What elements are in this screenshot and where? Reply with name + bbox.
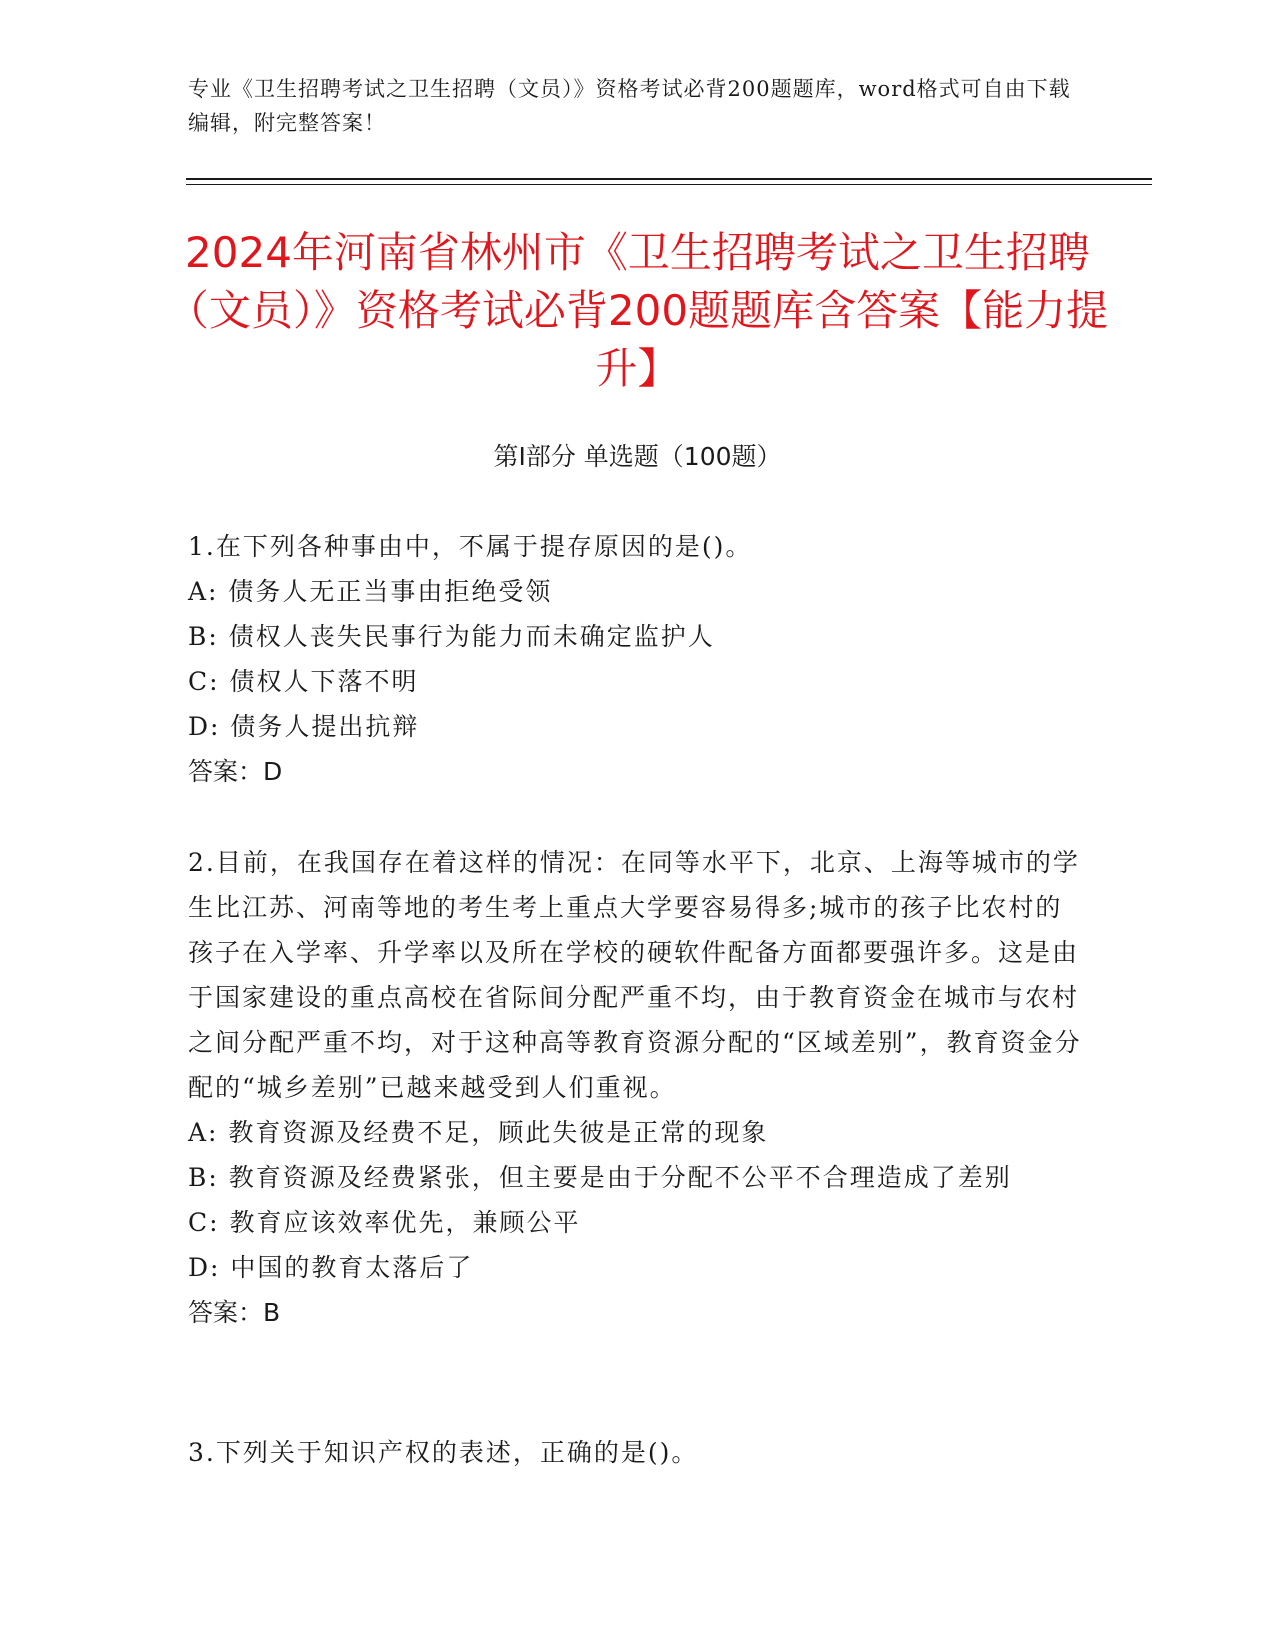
- answer: 答案：B: [188, 1298, 281, 1327]
- answer: 答案：D: [188, 757, 283, 786]
- header-note: 专业《卫生招聘考试之卫生招聘（文员）》资格考试必背200题题库，word格式可自由下载编辑，附完整答案！: [188, 77, 1071, 135]
- option-b: B: 债权人丧失民事行为能力而未确定监护人: [188, 622, 715, 651]
- question-3: [188, 1430, 1088, 1475]
- section-heading: 第Ⅰ部分 单选题（100题）: [493, 442, 782, 471]
- option-a: A: 教育资源及经费不足，顾此失彼是正常的现象: [188, 1118, 769, 1147]
- option-d: D: 中国的教育太落后了: [188, 1253, 474, 1282]
- question-stem: 2.目前，在我国存在着这样的情况：在同等水平下，北京、上海等城市的学生比江苏、河南等地的考生考上重点大学要容易得多;城市的孩子比农村的孩子在入学率、升学率以及所在学校的硬软件配备方面都要强许多。这是由于国家建设的重点高校在省际间分配严重不均，由于教育资金在城市与农村之间分配严重不均，对于这种高等教育资源分配的“区域差别”，教育资金分配的“城乡差别”已越来越受到人们重视。: [188, 848, 1082, 1102]
- option-c: C: 债权人下落不明: [188, 667, 419, 696]
- header-divider-thin: [186, 184, 1152, 185]
- option-b: B: 教育资源及经费紧张，但主要是由于分配不公平不合理造成了差别: [188, 1163, 1012, 1192]
- option-c: C: 教育应该效率优先，兼顾公平: [188, 1208, 581, 1237]
- question-stem: 1.在下列各种事由中，不属于提存原因的是()。: [188, 532, 753, 561]
- document-title: 2024年河南省林州市《卫生招聘考试之卫生招聘（文员）》资格考试必背200题题库含答案【能力提升】: [166, 228, 1109, 393]
- question-1: [188, 524, 1088, 794]
- question-2: [188, 840, 1088, 1335]
- option-a: A: 债务人无正当事由拒绝受领: [188, 577, 553, 606]
- option-d: D: 债务人提出抗辩: [188, 712, 420, 741]
- question-stem: 3.下列关于知识产权的表述，正确的是()。: [188, 1438, 699, 1467]
- header-divider-thick: [186, 178, 1152, 180]
